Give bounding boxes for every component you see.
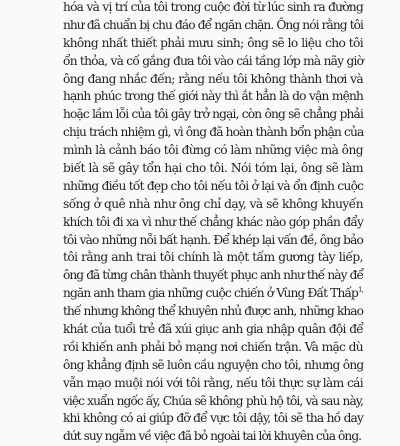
text-line-25: dứt suy ngẫm về việc đã bỏ ngoài tai lời khuyên của ông.	[63, 429, 362, 444]
text-line-16: ông đã từng chân thành thuyết phục anh như thế này để	[63, 268, 363, 283]
text-line-4: ổn thỏa, và cố gắng đưa tôi vào cái tầng lớp mà nãy giờ	[63, 53, 364, 68]
text-line-23: việc xuẩn ngốc ấy, Chúa sẽ không phù hộ tôi, và sau này,	[63, 393, 363, 408]
text-line-17	[63, 285, 363, 303]
text-line-11: những điều tốt đẹp cho tôi nếu tôi ở lại và ổn định cuộc	[63, 178, 364, 193]
text-line-6: hạnh phúc trong thế giới này thì ắt hẳn là do vận mệnh	[63, 89, 363, 104]
text-line-17-content: ngăn anh tham gia những cuộc chiến ở Vùng Đất Thấp	[63, 286, 359, 301]
text-line-13: khích tôi đi xa vì như thế chẳng khác nào góp phần đẩy	[63, 214, 363, 229]
text-line-22: vẫn mạo muội nói với tôi rằng, nếu tôi thực sự làm cái	[63, 375, 363, 390]
text-line-1: hóa và vị trí của tôi trong cuộc đời từ lúc sinh ra đường	[63, 0, 363, 14]
text-line-12: sống ở quê nhà như ông chỉ dạy, và sẽ không khuyến	[63, 196, 363, 211]
text-line-2: như đã chuẩn bị chu đáo để ngăn chặn. Ông nói rằng tôi	[63, 17, 363, 32]
text-line-5: ông đang nhắc đến; rằng nếu tôi không thành thơi và	[63, 71, 363, 86]
text-line-20: rồi khiến anh phải bỏ mạng nơi chiến trận. Và mặc dù	[63, 339, 363, 354]
text-line-3: không nhất thiết phải mưu sinh; ông sẽ lo liệu cho tôi	[63, 35, 363, 50]
text-line-10: biết là sẽ gây tổn hại cho tôi. Nói tóm lại, ông sẽ làm	[63, 161, 363, 176]
body-text	[63, 0, 363, 446]
text-line-9: mình là cảnh báo tôi đừng có làm những việc mà ông	[63, 143, 363, 158]
text-line-14: tôi vào những nỗi bất hạnh. Để khép lại vấn đề, ông bảo	[63, 232, 364, 247]
footnote-reference[interactable]: 1,	[358, 286, 363, 295]
text-line-18: thế nhưng không thể khuyên nhủ được anh, những khao	[63, 304, 363, 319]
text-line-24: khi không có ai giúp đỡ để vực tôi dậy, tôi sẽ tha hồ day	[63, 411, 363, 426]
text-line-8: chịu trách nhiệm gì, vì ông đã hoàn thành bổn phận của	[63, 125, 364, 140]
text-line-15: tôi rằng anh trai tôi chính là một tấm gương tày liếp,	[63, 250, 363, 265]
text-line-7: hoặc lầm lỗi của tôi gây trở ngại, còn ông sẽ chẳng phải	[63, 107, 363, 122]
text-line-19: khát của tuổi trẻ đã xúi giục anh gia nhập quân đội để	[63, 322, 363, 337]
text-line-21: ông khẳng định sẽ luôn cầu nguyện cho tôi, nhưng ông	[63, 357, 364, 372]
